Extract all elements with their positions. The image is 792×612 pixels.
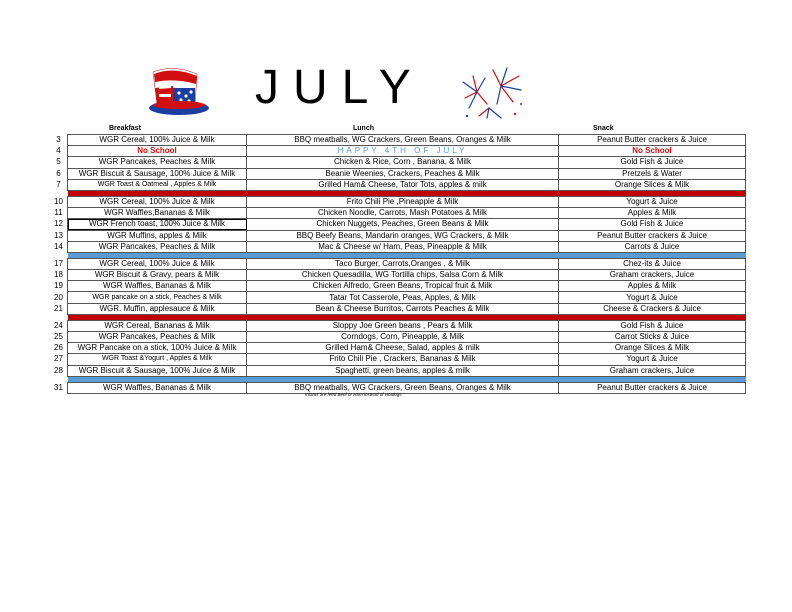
- lunch-cell: Corndogs, Corn, Pineapple, & Milk: [247, 332, 559, 343]
- breakfast-cell: WGR French toast, 100% Juice & Milk: [68, 219, 247, 230]
- lunch-cell: Frito Chili Pie ,Pineapple & Milk: [247, 196, 559, 207]
- breakfast-cell: WGR Biscuit & Gravy, pears & Milk: [68, 270, 247, 281]
- snack-cell: Graham crackers, Juice: [559, 270, 746, 281]
- breakfast-cell: WGR Pancakes, Peaches & Milk: [68, 157, 247, 168]
- table-row: [50, 270, 746, 281]
- breakfast-cell: WGR Pancakes, Peaches & Milk: [68, 241, 247, 252]
- day-number: 21: [54, 303, 63, 313]
- breakfast-cell: WGR Biscuit & Sausage, 100% Juice & Milk: [68, 365, 247, 376]
- table-row: [50, 241, 746, 252]
- breakfast-cell: WGR Cereal, Bananas & Milk: [68, 320, 247, 331]
- day-number: 14: [54, 241, 63, 251]
- snack-cell: Peanut Butter crackers & Juice: [559, 230, 746, 241]
- lunch-cell: Bean & Cheese Burritos, Carrots Peaches & Milk: [247, 303, 559, 314]
- lunch-cell: Spaghetti, green beans, apples & milk: [247, 365, 559, 376]
- breakfast-cell: WGR Pancake on a stick, 100% Juice & Milk: [68, 343, 247, 354]
- day-number: 18: [54, 270, 63, 280]
- lunch-cell: Chicken Quesadilla, WG Tortilla chips, Salsa Corn & Milk: [247, 270, 559, 281]
- uncle-sam-hat-icon: [143, 64, 211, 116]
- snack-cell: Apples & Milk: [559, 208, 746, 219]
- lunch-cell: Tatar Tot Casserole, Peas, Apples, & Milk: [247, 292, 559, 303]
- table-row: [50, 157, 746, 168]
- lunch-header: Lunch: [353, 125, 374, 132]
- lunch-cell: Chicken Noodle, Carrots, Mash Potatoes & Milk: [247, 208, 559, 219]
- lunch-cell: Frito Chili Pie , Crackers, Bananas & Milk: [247, 354, 559, 365]
- breakfast-cell: WGR Cereal, 100% Juice & Milk: [68, 196, 247, 207]
- snack-cell: Gold Fish & Juice: [559, 219, 746, 230]
- breakfast-cell: WGR Biscuit & Sausage, 100% Juice & Milk: [68, 168, 247, 179]
- snack-cell: Carrot Sticks & Juice: [559, 332, 746, 343]
- fireworks-icon: [457, 64, 525, 120]
- breakfast-cell: WGR Cereal, 100% Juice & Milk: [68, 135, 247, 146]
- day-number: 27: [54, 354, 63, 364]
- day-number: 5: [56, 157, 61, 167]
- lunch-cell: BBQ meatballs, WG Crackers, Green Beans, Oranges & Milk: [247, 135, 559, 146]
- lunch-cell: Beanie Weenies, Crackers, Peaches & Milk: [247, 168, 559, 179]
- snack-cell: Carrots & Juice: [559, 241, 746, 252]
- breakfast-header: Breakfast: [109, 125, 141, 132]
- day-number: 10: [54, 197, 63, 207]
- breakfast-cell: WGR Muffins, apples & Milk: [68, 230, 247, 241]
- snack-cell: Yogurt & Juice: [559, 292, 746, 303]
- lunch-cell: Grilled Ham& Cheese, Salad, apples & milk: [247, 343, 559, 354]
- day-number: 12: [54, 219, 63, 229]
- snack-cell: Yogurt & Juice: [559, 196, 746, 207]
- snack-cell: Peanut Butter crackers & Juice: [559, 135, 746, 146]
- breakfast-cell: WGR Pancakes, Peaches & Milk: [68, 332, 247, 343]
- day-number: 11: [54, 208, 63, 218]
- table-row: [50, 320, 746, 331]
- snack-cell: Gold Fish & Juice: [559, 320, 746, 331]
- day-number: 31: [54, 382, 63, 392]
- lunch-cell: Chicken Alfredo, Green Beans, Tropical fruit & Milk: [247, 281, 559, 292]
- breakfast-cell: WGR Waffles,Bananas & Milk: [68, 208, 247, 219]
- snack-cell: Orange Slices & Milk: [559, 179, 746, 190]
- lunch-cell: Sloppy Joe Green beans , Pears & Milk: [247, 320, 559, 331]
- table-row: [50, 332, 746, 343]
- table-row: [50, 365, 746, 376]
- table-row: [50, 219, 746, 230]
- snack-cell: Yogurt & Juice: [559, 354, 746, 365]
- table-row: [50, 303, 746, 314]
- breakfast-cell: WGR pancake on a stick, Peaches & Milk: [68, 292, 247, 303]
- day-number: 17: [54, 258, 63, 268]
- day-number: 24: [54, 320, 63, 330]
- snack-cell: No School: [559, 146, 746, 157]
- snack-cell: Pretzels & Water: [559, 168, 746, 179]
- page-title: JULY: [255, 61, 425, 114]
- day-number: 6: [56, 168, 61, 178]
- day-number: 4: [56, 146, 61, 156]
- breakfast-cell: WGR Toast &Yogurt , Apples & Milk: [68, 354, 247, 365]
- lunch-cell: Chicken Nuggets, Peaches, Green Beans & Milk: [247, 219, 559, 230]
- lunch-cell: Taco Burger, Carrots,Oranges , & Milk: [247, 258, 559, 269]
- day-number: 25: [54, 332, 63, 342]
- breakfast-cell: WGR Waffles, Bananas & Milk: [68, 382, 247, 393]
- breakfast-cell: WGR Cereal, 100% Juice & Milk: [68, 258, 247, 269]
- day-number: 7: [56, 179, 61, 189]
- table-row: [50, 292, 746, 303]
- day-number: 3: [56, 135, 61, 145]
- lunch-cell: Grilled Ham& Cheese, Tator Tots, apples & milk: [247, 179, 559, 190]
- table-row: [50, 208, 746, 219]
- snack-cell: Orange Slices & Milk: [559, 343, 746, 354]
- breakfast-cell: WGR Toast & Oatmeal , Apples & Milk: [68, 179, 247, 190]
- lunch-cell: Mac & Cheese w/ Ham, Peas, Pineapple & Milk: [247, 241, 559, 252]
- snack-cell: Peanut Butter crackers & Juice: [559, 382, 746, 393]
- day-number: 13: [54, 230, 63, 240]
- footnote: Infants are feed Beef or Ham instead of Hotdogs.: [305, 392, 403, 397]
- snack-cell: Gold Fish & Juice: [559, 157, 746, 168]
- snack-header: Snack: [593, 125, 614, 132]
- table-row: [50, 230, 746, 241]
- menu-table: [50, 134, 746, 394]
- day-number: 26: [54, 343, 63, 353]
- snack-cell: Cheese & Crackers & Juice: [559, 303, 746, 314]
- lunch-cell: BBQ meatballs, WG Crackers, Green Beans, Oranges & Milk: [247, 382, 559, 393]
- table-row: [50, 343, 746, 354]
- lunch-cell: BBQ Beefy Beans, Mandarin oranges, WG Crackers, & Milk: [247, 230, 559, 241]
- breakfast-cell: WGR Waffles, Bananas & Milk: [68, 281, 247, 292]
- breakfast-cell: WGR. Muffin, applesauce & Milk: [68, 303, 247, 314]
- table-row: [50, 168, 746, 179]
- table-row: [50, 258, 746, 269]
- table-row: [50, 179, 746, 190]
- table-row: [50, 146, 746, 157]
- breakfast-cell: No School: [68, 146, 247, 157]
- table-row: [50, 196, 746, 207]
- lunch-cell: Chicken & Rice, Corn , Banana, & Milk: [247, 157, 559, 168]
- day-number: 20: [54, 292, 63, 302]
- snack-cell: Apples & Milk: [559, 281, 746, 292]
- day-number: 28: [54, 365, 63, 375]
- lunch-cell: HAPPY 4TH OF JULY: [247, 146, 559, 157]
- table-row: [50, 281, 746, 292]
- day-number: 19: [54, 281, 63, 291]
- snack-cell: Graham crackers, Juice: [559, 365, 746, 376]
- table-row: [50, 354, 746, 365]
- snack-cell: Chez-its & Juice: [559, 258, 746, 269]
- table-row: [50, 135, 746, 146]
